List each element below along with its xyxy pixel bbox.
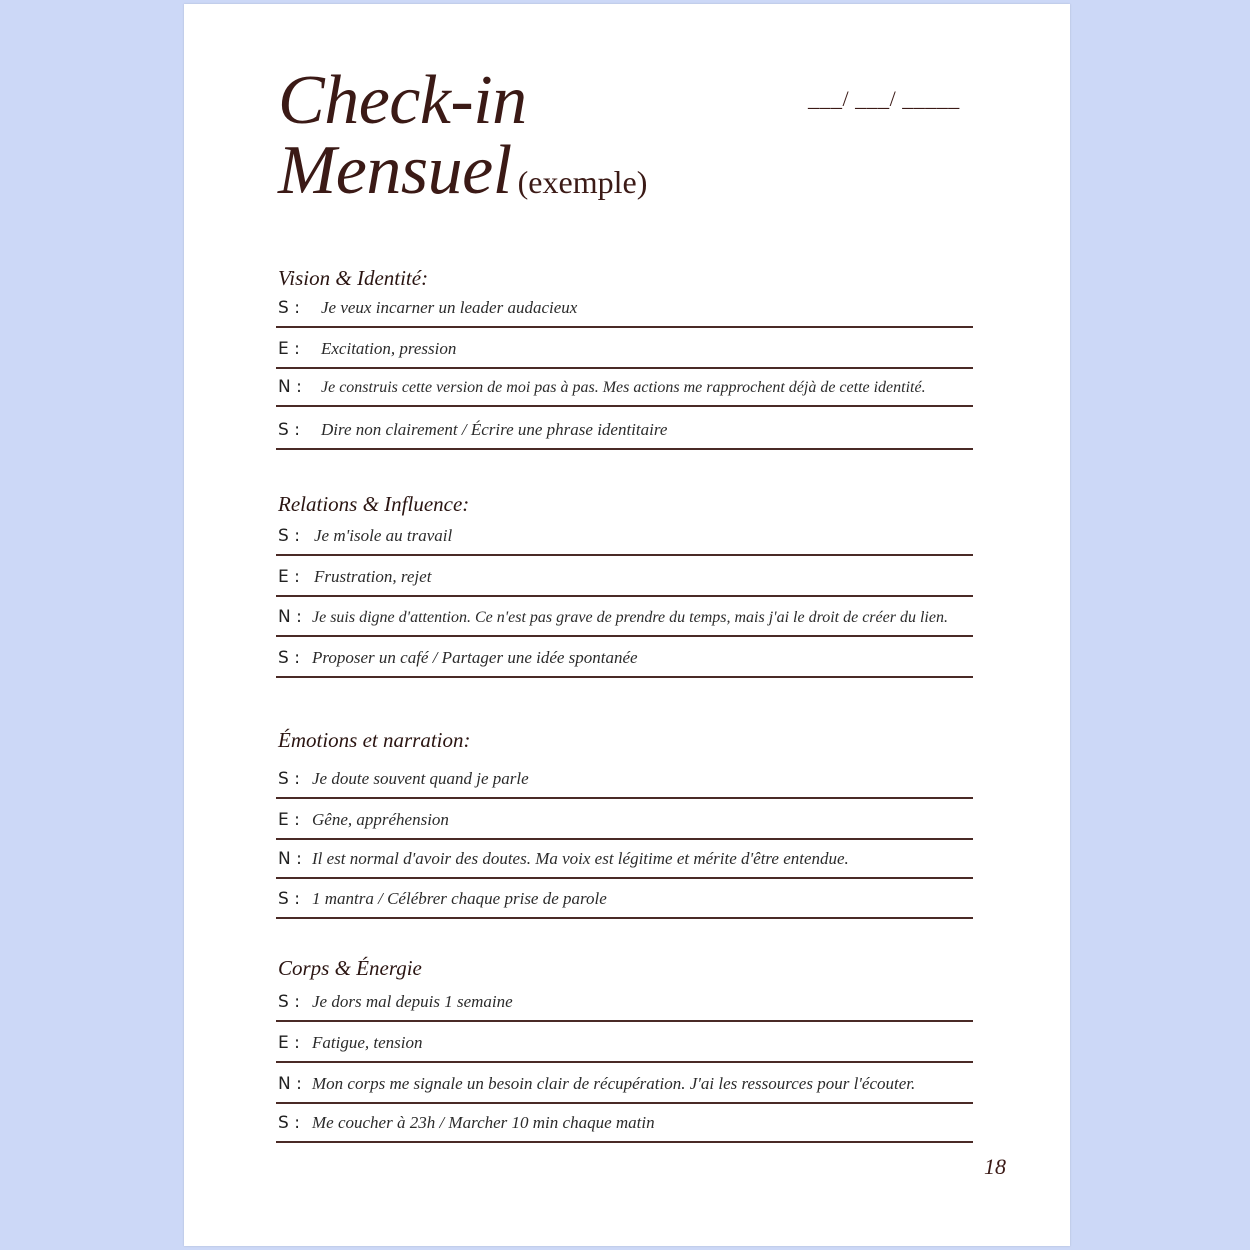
row-s2	[276, 407, 973, 450]
page-number: 18	[984, 1154, 1006, 1179]
title-line-2: Mensuel	[278, 132, 512, 209]
row-text: Je suis digne d'attention. Ce n'est pas grave de prendre du temps, mais j'ai le droit de créer du lien.	[312, 609, 948, 626]
row-letter: N :	[278, 607, 302, 627]
row-letter: N :	[278, 1074, 302, 1094]
row-letter: E :	[278, 810, 300, 830]
row-letter: E :	[278, 567, 300, 587]
row-e	[276, 1022, 973, 1063]
row-s	[276, 286, 973, 328]
row-letter: S :	[278, 889, 300, 909]
row-n	[276, 1063, 973, 1104]
section-title: Vision & Identité:	[278, 266, 429, 290]
row-text: Je m'isole au travail	[314, 526, 453, 545]
section-title: Corps & Énergie	[278, 956, 422, 980]
row-letter: S :	[278, 1113, 300, 1133]
row-n	[276, 597, 973, 637]
row-text: Je construis cette version de moi pas à pas. Mes actions me rapprochent déjà de cette identité.	[321, 379, 926, 396]
row-text: 1 mantra / Célébrer chaque prise de parole	[312, 889, 607, 908]
row-s	[276, 760, 973, 799]
row-letter: E :	[278, 1033, 300, 1053]
document-page	[184, 4, 1070, 1246]
row-letter: E :	[278, 339, 300, 359]
title-suffix: (exemple)	[517, 164, 648, 200]
section-title: Émotions et narration:	[278, 728, 471, 752]
row-s	[276, 518, 973, 556]
row-n	[276, 840, 973, 879]
page-title	[278, 62, 648, 224]
row-s2	[276, 879, 973, 919]
row-e	[276, 799, 973, 840]
row-e	[276, 556, 973, 597]
row-text: Je dors mal depuis 1 semaine	[312, 992, 513, 1011]
row-letter: N :	[278, 849, 302, 869]
row-text: Je veux incarner un leader audacieux	[321, 298, 578, 317]
row-letter: S :	[278, 769, 300, 789]
row-text: Me coucher à 23h / Marcher 10 min chaque matin	[312, 1113, 655, 1132]
row-text: Il est normal d'avoir des doutes. Ma voix est légitime et mérite d'être entendue.	[312, 849, 849, 868]
row-s2	[276, 637, 973, 678]
row-e	[276, 328, 973, 369]
row-n	[276, 369, 973, 407]
row-text: Je doute souvent quand je parle	[312, 769, 529, 788]
section-title: Relations & Influence:	[278, 492, 470, 516]
row-text: Dire non clairement / Écrire une phrase identitaire	[321, 420, 668, 439]
row-text: Frustration, rejet	[314, 567, 432, 586]
row-text: Proposer un café / Partager une idée spontanée	[312, 648, 638, 667]
date-field: ___/ ___/ _____	[808, 86, 960, 111]
row-s2	[276, 1104, 973, 1143]
row-letter: S :	[278, 526, 300, 546]
row-text: Fatigue, tension	[312, 1033, 423, 1052]
row-s	[276, 984, 973, 1022]
title-line-1: Check-in	[278, 62, 527, 139]
row-text: Excitation, pression	[321, 339, 457, 358]
row-text: Mon corps me signale un besoin clair de récupération. J'ai les ressources pour l'écouter.	[312, 1074, 916, 1093]
row-letter: S :	[278, 992, 300, 1012]
row-letter: S :	[278, 648, 300, 668]
row-text: Gêne, appréhension	[312, 810, 449, 829]
row-letter: S :	[278, 420, 300, 440]
row-letter: N :	[278, 377, 302, 397]
row-letter: S :	[278, 298, 300, 318]
